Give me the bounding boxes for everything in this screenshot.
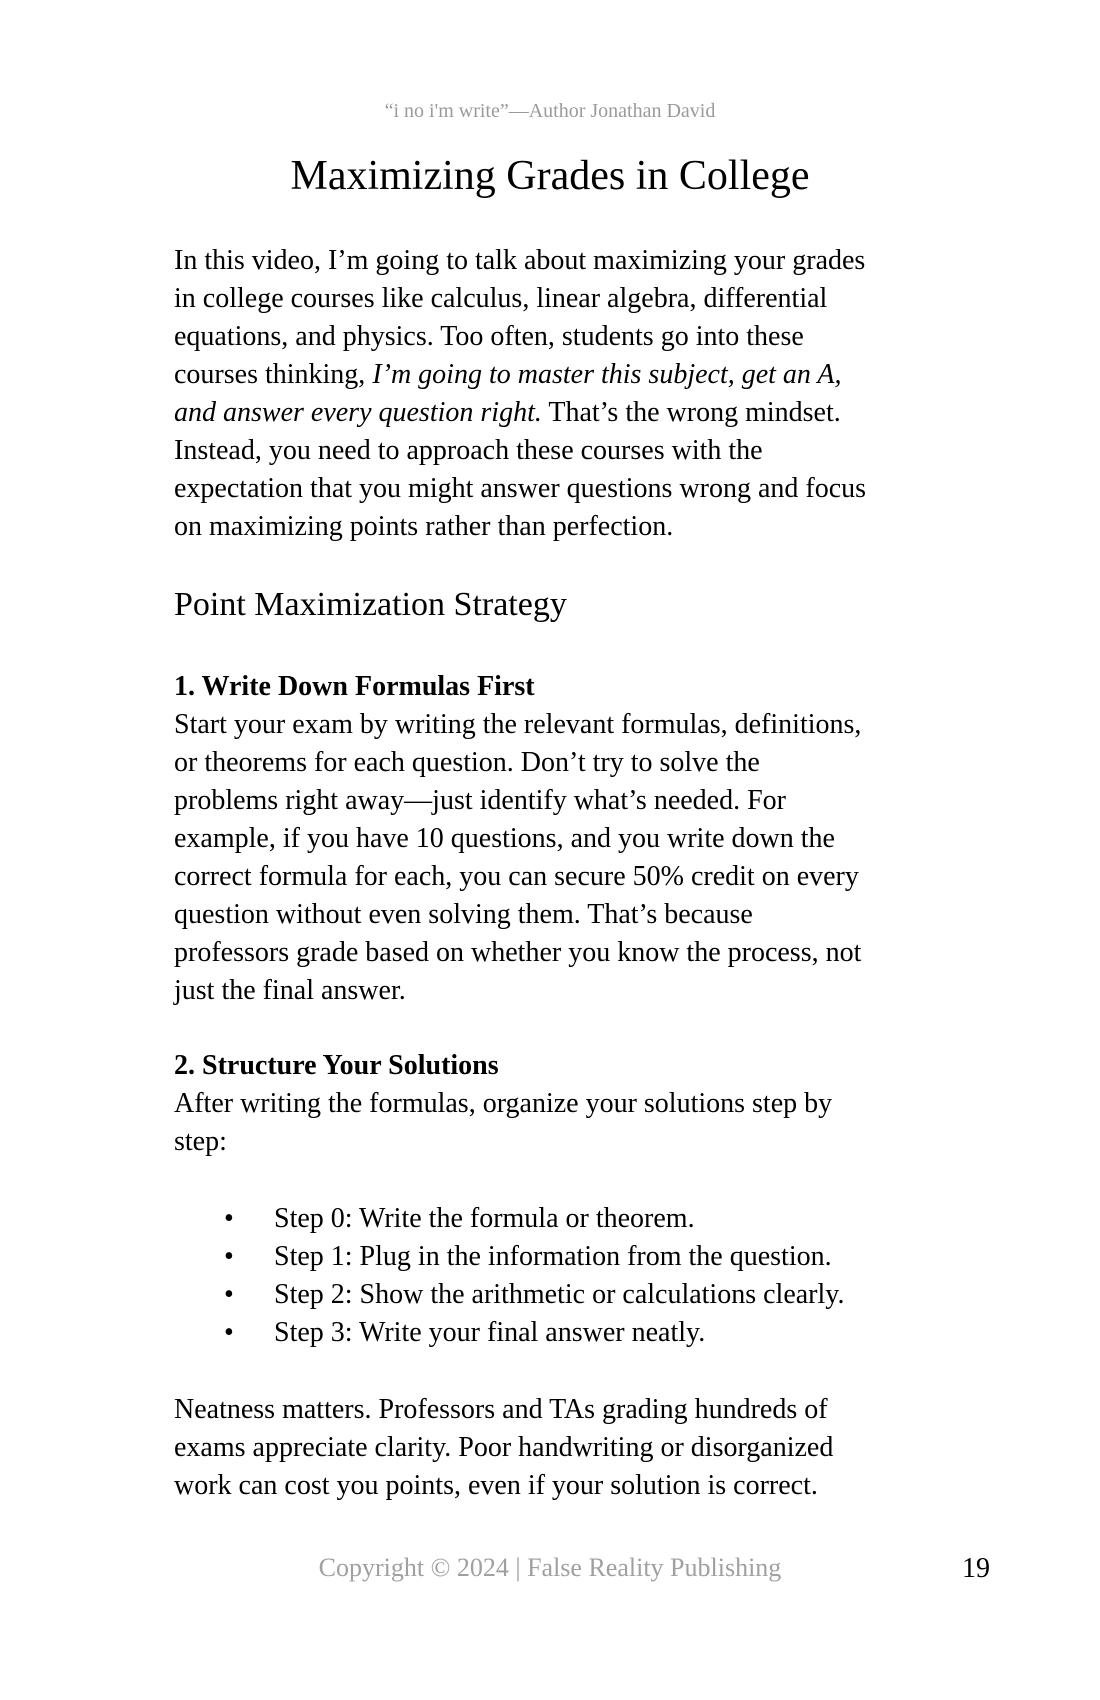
list-item-text: Step 3: Write your final answer neatly.: [274, 1317, 706, 1348]
text-line: on maximizing points rather than perfection.: [174, 511, 674, 542]
bullet-icon: •: [224, 1279, 234, 1310]
text-line: expectation that you might answer questions wrong and focus: [174, 473, 867, 504]
text-line: [174, 394, 1004, 432]
text-span: courses thinking,: [174, 359, 373, 390]
text-line: step:: [174, 1126, 227, 1157]
steps-list: [174, 1200, 844, 1352]
list-item: [174, 1314, 844, 1352]
text-line: equations, and physics. Too often, students go into these: [174, 321, 804, 352]
text-line: work can cost you points, even if your solution is correct.: [174, 1470, 818, 1501]
text-line: After writing the formulas, organize your solutions step by: [174, 1088, 833, 1119]
text-line: Instead, you need to approach these courses with the: [174, 435, 763, 466]
text-line: or theorems for each question. Don’t try to solve the: [174, 747, 760, 778]
italic-thought: and answer every question right.: [174, 397, 542, 428]
section-1: [174, 668, 1004, 1010]
section-heading: 2. Structure Your Solutions: [174, 1050, 499, 1081]
text-line: question without even solving them. That’s because: [174, 899, 753, 930]
section-heading: 1. Write Down Formulas First: [174, 671, 535, 702]
bullet-icon: •: [224, 1203, 234, 1234]
text-line: correct formula for each, you can secure 50% credit on every: [174, 861, 859, 892]
section-2: [174, 1047, 1004, 1161]
text-line: example, if you have 10 questions, and you write down the: [174, 823, 835, 854]
text-span: That’s the wrong mindset.: [541, 397, 841, 428]
list-item: [174, 1238, 844, 1276]
text-line: Neatness matters. Professors and TAs grading hundreds of: [174, 1394, 828, 1425]
bullet-icon: •: [224, 1317, 234, 1348]
intro-paragraph: [174, 242, 1004, 546]
text-line: professors grade based on whether you know the process, not: [174, 937, 862, 968]
running-header: “i no i'm write”—Author Jonathan David: [384, 100, 716, 122]
bullet-icon: •: [224, 1241, 234, 1272]
text-line: problems right away—just identify what’s needed. For: [174, 785, 786, 816]
text-line: [174, 356, 1004, 394]
closing-paragraph: [174, 1391, 1004, 1505]
chapter-title: Maximizing Grades in College: [290, 153, 810, 199]
italic-thought: I’m going to master this subject, get an A,: [372, 359, 842, 390]
list-item: [174, 1200, 844, 1238]
list-item-text: Step 2: Show the arithmetic or calculations clearly.: [274, 1279, 845, 1310]
text-line: In this video, I’m going to talk about maximizing your grades: [174, 245, 866, 276]
section-subheading: Point Maximization Strategy: [174, 586, 567, 623]
text-line: Start your exam by writing the relevant formulas, definitions,: [174, 709, 862, 740]
list-item-text: Step 1: Plug in the information from the question.: [274, 1241, 832, 1272]
text-line: just the final answer.: [174, 975, 406, 1006]
list-item-text: Step 0: Write the formula or theorem.: [274, 1203, 695, 1234]
text-line: in college courses like calculus, linear algebra, differential: [174, 283, 828, 314]
text-line: exams appreciate clarity. Poor handwriting or disorganized: [174, 1432, 834, 1463]
copyright-footer: Copyright © 2024 | False Reality Publishing: [318, 1553, 782, 1582]
list-item: [174, 1276, 844, 1314]
page-number: 19: [962, 1553, 990, 1584]
